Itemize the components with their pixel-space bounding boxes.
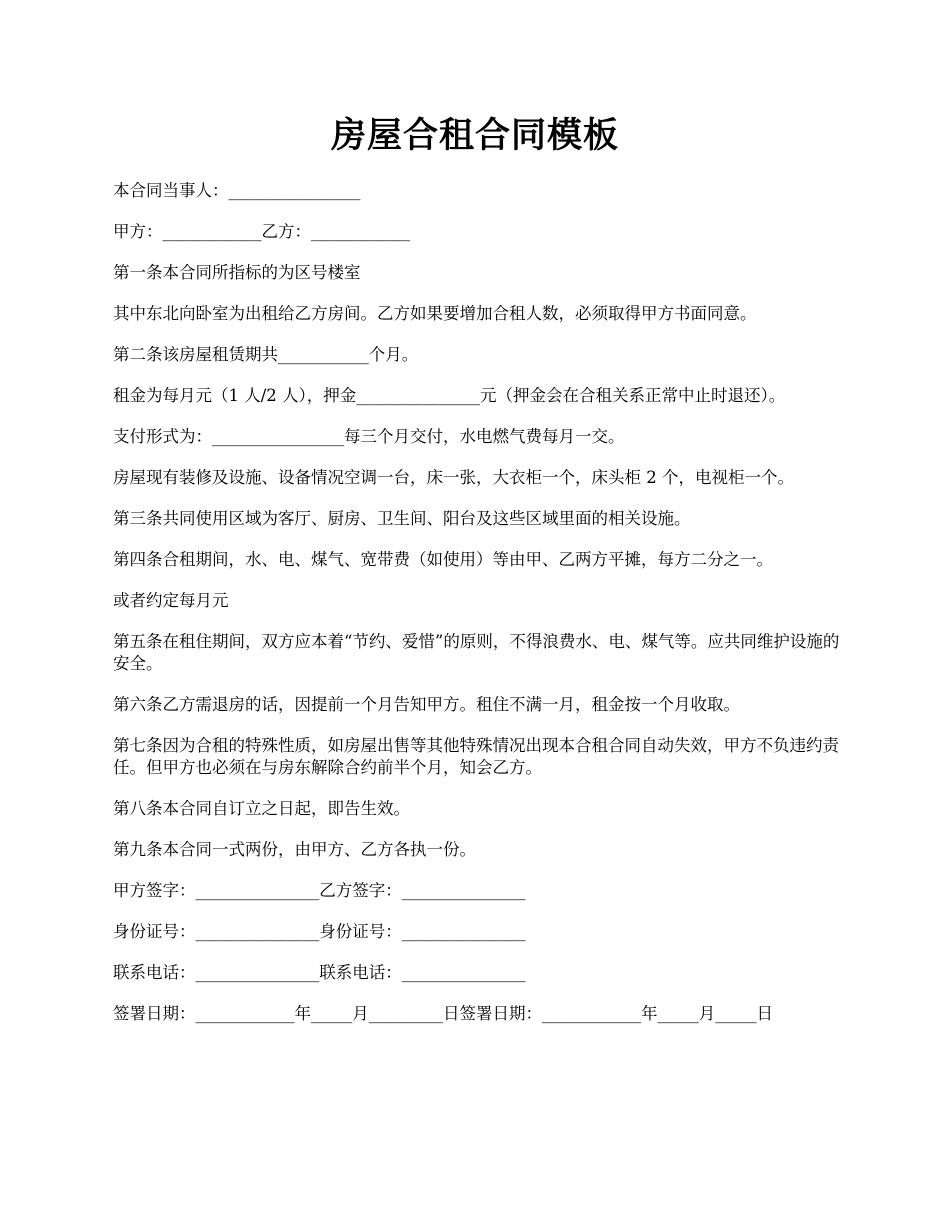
clause-1: 第一条本合同所指标的为区号楼室 xyxy=(113,263,361,282)
rent-deposit: 租金为每月元（1 人/2 人），押金_______________元（押金会在合租关系正常中止时退还）。 xyxy=(113,386,786,405)
clause-4: 第四条合租期间，水、电、煤气、宽带费（如使用）等由甲、乙两方平摊，每方二分之一。 xyxy=(113,550,773,569)
clause-1-detail: 其中东北向卧室为出租给乙方房间。乙方如果要增加合租人数，必须取得甲方书面同意。 xyxy=(113,304,757,323)
clause-9: 第九条本合同一式两份，由甲方、乙方各执一份。 xyxy=(113,840,476,859)
clause-3: 第三条共同使用区域为客厅、厨房、卫生间、阳台及这些区域里面的相关设施。 xyxy=(113,509,691,528)
clause-2: 第二条该房屋租赁期共___________个月。 xyxy=(113,345,419,364)
id-number-line: 身份证号：_______________身份证号：_______________ xyxy=(113,922,526,941)
clause-6: 第六条乙方需退房的话，因提前一个月告知甲方。租住不满一月，租金按一个月收取。 xyxy=(113,695,740,714)
furnishings: 房屋现有装修及设施、设备情况空调一台，床一张，大衣柜一个，床头柜 2 个，电视柜一个。 xyxy=(113,468,794,487)
sign-date-line: 签署日期：____________年_____月_________日签署日期：____________年_____月_____日 xyxy=(113,1004,773,1023)
payment-method: 支付形式为：________________每三个月交付，水电燃气费每月一交。 xyxy=(113,427,625,446)
clause-5: 第五条在租住期间，双方应本着“节约、爱惜”的原则，不得浪费水、电、煤气等。应共同维护设施的安全。 xyxy=(113,632,840,673)
document-body xyxy=(113,180,843,1044)
signature-line: 甲方签字：_______________乙方签字：_______________ xyxy=(113,881,526,900)
clause-4-alt: 或者约定每月元 xyxy=(113,591,229,610)
phone-line: 联系电话：_______________联系电话：_______________ xyxy=(113,963,526,982)
contract-parties: 本合同当事人：________________ xyxy=(113,181,361,200)
document-title: 房屋合租合同模板 xyxy=(330,115,619,156)
clause-8: 第八条本合同自订立之日起，即告生效。 xyxy=(113,799,410,818)
clause-7: 第七条因为合租的特殊性质，如房屋出售等其他特殊情况出现本合租合同自动失效，甲方不负违约责任。但甲方也必须在与房东解除合约前半个月，知会乙方。 xyxy=(113,736,839,777)
party-a-party-b: 甲方：____________乙方：____________ xyxy=(113,222,410,241)
